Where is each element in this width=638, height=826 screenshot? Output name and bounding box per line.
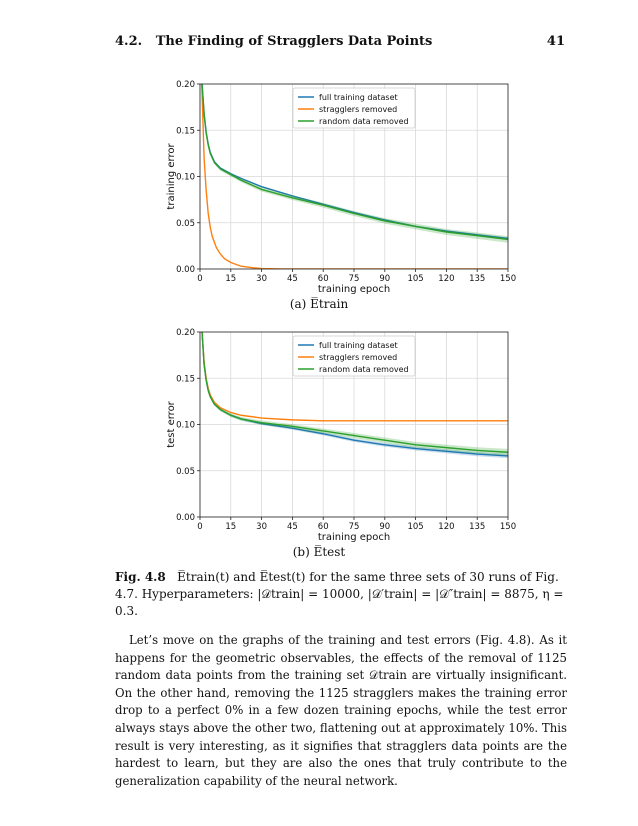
running-header <box>115 34 565 49</box>
x-tick-label: 30 <box>256 274 268 284</box>
x-tick-label: 150 <box>499 522 517 532</box>
legend-label: stragglers removed <box>319 353 398 362</box>
legend-label: random data removed <box>319 117 409 126</box>
x-tick-label: 105 <box>407 274 424 284</box>
y-tick-label: 0.20 <box>176 80 195 90</box>
x-tick-label: 120 <box>438 274 455 284</box>
x-tick-label: 150 <box>499 274 517 284</box>
y-axis-label: test error <box>166 401 177 448</box>
x-tick-label: 75 <box>348 522 360 532</box>
legend-label: full training dataset <box>319 93 398 102</box>
x-tick-label: 105 <box>407 522 424 532</box>
body-paragraph: Let’s move on the graphs of the training and test errors (Fig. 4.8). As it happens for the geometric observables, the effects of the removal of 1125 random data points from the training set 𝒟train are virtually insignificant. On the other hand, removing the 1125 stragglers makes the training error drop to a perfect 0% in a few dozen training epochs, while the test error always stays above the other two, flattening out at approximately 10%. This result is very interesting, as it signifies that stragglers data points are the hardest to learn, but they are also the ones that truly contribute to the generalization capability of the neural network. <box>115 633 567 788</box>
figure-train-error <box>0 74 638 300</box>
x-tick-label: 45 <box>286 274 298 284</box>
legend-label: stragglers removed <box>319 105 398 114</box>
caption-text: E̅train(t) and E̅test(t) for the same three sets of 30 runs of Fig. 4.7. Hyperparameters: |𝒟train| = 10000, |𝒟′train| = |𝒟″train| = 8875, η = 0.3. <box>115 570 564 618</box>
figure-caption <box>115 569 570 620</box>
x-tick-label: 120 <box>438 522 455 532</box>
x-axis-label: training epoch <box>317 532 391 543</box>
y-tick-label: 0.05 <box>176 466 195 477</box>
y-tick-label: 0.05 <box>176 218 195 229</box>
x-tick-label: 60 <box>317 274 329 284</box>
x-axis-label: training epoch <box>317 284 391 295</box>
legend-label: full training dataset <box>319 341 398 350</box>
section-number: 4.2. <box>115 34 143 49</box>
y-tick-label: 0.15 <box>176 126 195 137</box>
x-tick-label: 135 <box>469 274 486 284</box>
section-title: The Finding of Stragglers Data Points <box>155 34 433 49</box>
subcaption-a: (a) E̅train <box>289 297 349 311</box>
x-tick-label: 15 <box>225 274 237 284</box>
header-section-title <box>115 34 432 49</box>
page-number: 41 <box>546 34 565 49</box>
y-tick-label: 0.20 <box>176 328 195 338</box>
training-error-chart <box>0 74 638 296</box>
x-tick-label: 60 <box>317 522 329 532</box>
x-tick-label: 135 <box>469 522 486 532</box>
x-tick-label: 75 <box>348 274 360 284</box>
y-tick-label: 0.10 <box>176 172 195 183</box>
y-tick-label: 0.10 <box>176 420 195 431</box>
x-tick-label: 30 <box>256 522 268 532</box>
x-tick-label: 0 <box>197 274 203 284</box>
caption-label: Fig. 4.8 <box>115 570 166 584</box>
y-tick-label: 0.00 <box>176 513 195 523</box>
y-tick-label: 0.00 <box>176 265 195 275</box>
x-tick-label: 0 <box>197 522 203 532</box>
subcaption-b: (b) E̅test <box>292 545 346 559</box>
y-tick-label: 0.15 <box>176 374 195 385</box>
legend-label: random data removed <box>319 365 409 374</box>
test-error-chart <box>0 322 638 544</box>
figure-test-error <box>0 322 638 548</box>
y-axis-label: training error <box>166 143 177 210</box>
x-tick-label: 45 <box>286 522 298 532</box>
x-tick-label: 90 <box>379 522 391 532</box>
x-tick-label: 90 <box>379 274 391 284</box>
x-tick-label: 15 <box>225 522 237 532</box>
